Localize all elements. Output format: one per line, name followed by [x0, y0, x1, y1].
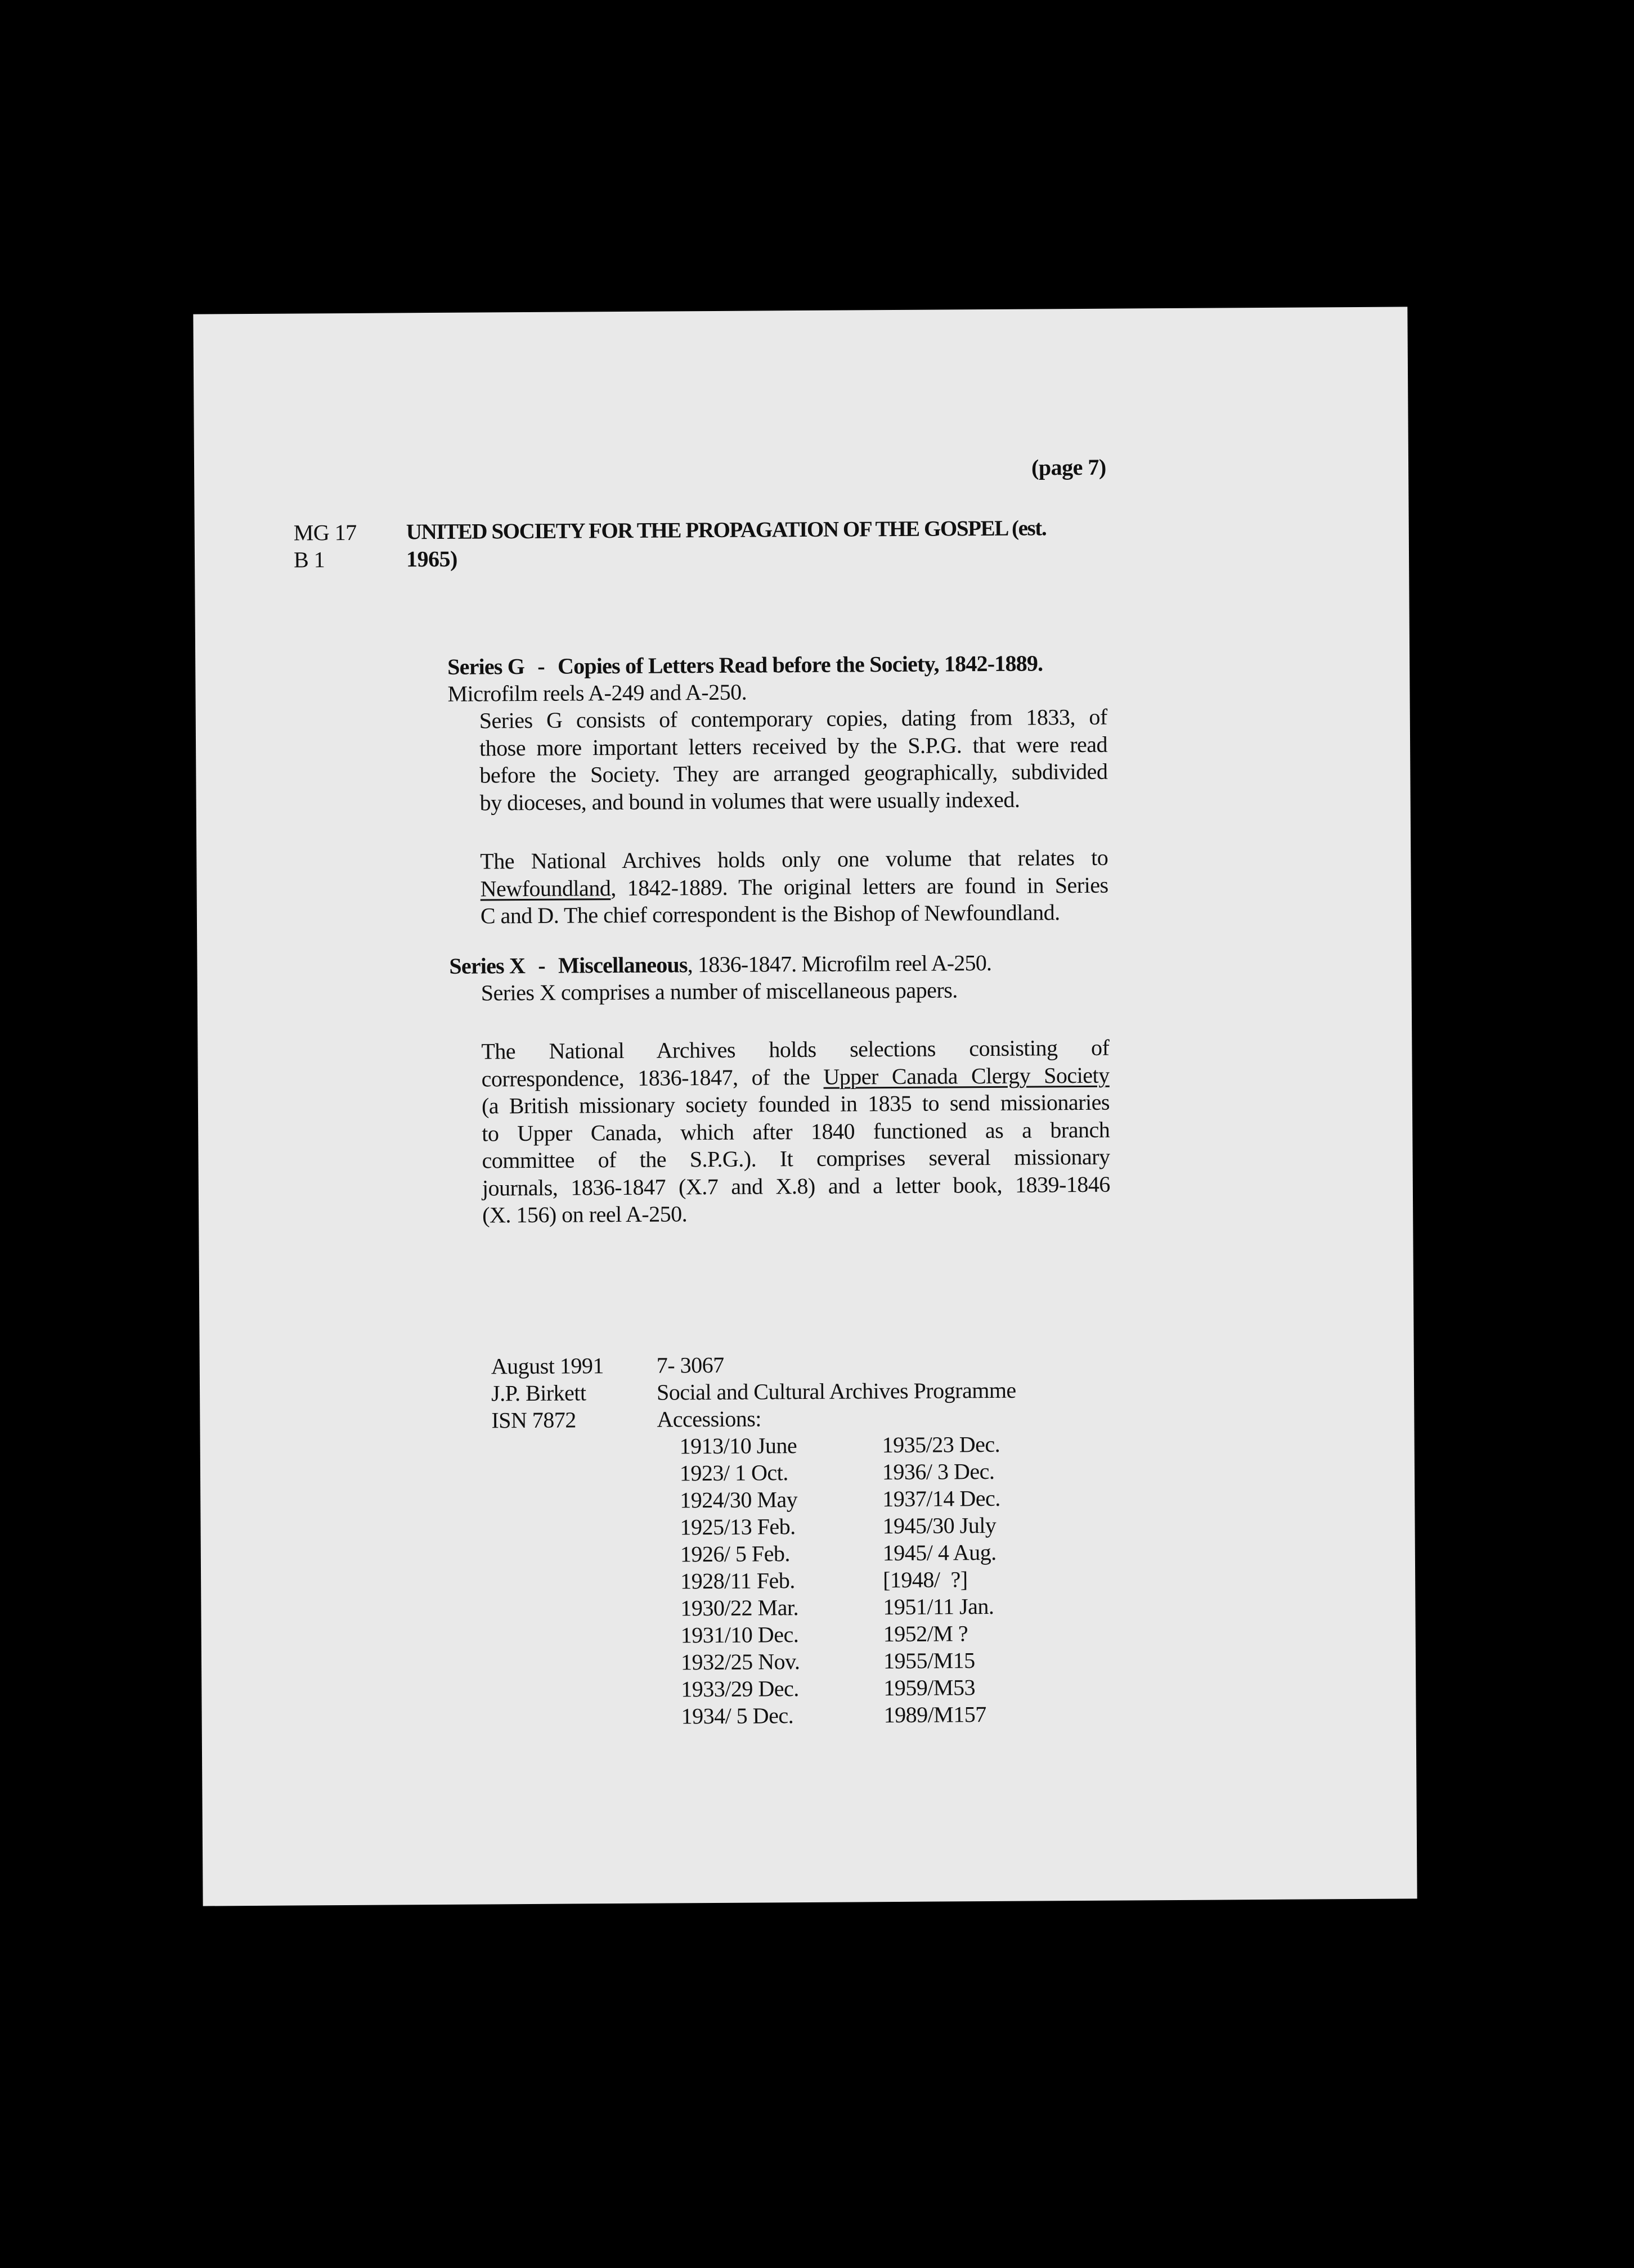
series-g-microfilm: Microfilm reels A-249 and A-250.: [447, 679, 747, 706]
accession-entry: 1931/10 Dec.: [680, 1622, 799, 1648]
accession-entry: 1913/10 June: [679, 1433, 797, 1459]
accession-entry: 1936/ 3 Dec.: [882, 1458, 995, 1485]
accession-entry: 1937/14 Dec.: [882, 1485, 1000, 1512]
ref-b: B 1: [293, 547, 325, 573]
upper-canada-clergy-society-link: Upper Canada Clergy Society: [823, 1062, 1110, 1090]
footer-date: August 1991: [491, 1353, 604, 1379]
document-heading-line2: 1965): [406, 546, 458, 572]
accession-entry: 1934/ 5 Dec.: [681, 1703, 794, 1729]
accession-entry: 1925/13 Feb.: [680, 1514, 796, 1540]
series-x-rest: , 1836-1847. Microfilm reel A-250.: [687, 950, 992, 978]
accessions-column-2: [882, 1431, 1002, 1729]
accession-entry: 1952/M ?: [883, 1621, 968, 1647]
series-x-holdings-line: to Upper Canada, which after 1840 functioned as a branch: [482, 1117, 1110, 1146]
series-x-holdings-line: The National Archives holds selections consisting of: [481, 1034, 1110, 1064]
series-dash: -: [538, 952, 546, 978]
series-x-title: Miscellaneous: [558, 952, 688, 978]
accessions-label: Accessions:: [657, 1406, 762, 1432]
accession-entry: 1945/30 July: [882, 1512, 996, 1539]
series-x-holdings-line: journals, 1836-1847 (X.7 and X.8) and a letter book, 1839-1846: [482, 1171, 1110, 1201]
footer-code: 7- 3067: [656, 1352, 724, 1378]
newfoundland-link: Newfoundland: [480, 875, 611, 902]
accession-entry: 1928/11 Feb.: [680, 1568, 795, 1594]
accession-entry: 1989/M157: [883, 1702, 986, 1728]
accession-entry: 1935/23 Dec.: [882, 1431, 1000, 1458]
accession-entry: [1948/ ?]: [883, 1567, 968, 1593]
series-g-title-line: [447, 650, 1043, 680]
footer-programme: Social and Cultural Archives Programme: [656, 1377, 1016, 1405]
series-g-description: [479, 704, 1108, 817]
document-heading-line1: UNITED SOCIETY FOR THE PROPAGATION OF THE GOSPEL (est.: [406, 516, 1047, 544]
series-x-holdings-line: (a British missionary society founded in 1835 to send missionaries: [481, 1089, 1110, 1119]
series-g-desc-line: before the Society. They are arranged geographically, subdivided: [479, 758, 1108, 788]
accession-entry: 1932/25 Nov.: [680, 1649, 800, 1675]
accession-entry: 1924/30 May: [680, 1487, 798, 1513]
accession-entry: 1955/M15: [883, 1648, 975, 1674]
series-g-label: Series G: [447, 654, 525, 680]
accession-entry: 1959/M53: [883, 1675, 976, 1701]
series-x-holdings-line: (X. 156) on reel A-250.: [482, 1201, 688, 1228]
document-page: [193, 307, 1417, 1906]
accession-entry: 1933/29 Dec.: [681, 1676, 799, 1702]
series-g-dates: , 1842-1889.: [933, 650, 1043, 677]
series-g-holdings: [480, 844, 1108, 930]
series-dash: -: [537, 653, 545, 679]
accession-entry: 1926/ 5 Feb.: [680, 1541, 791, 1567]
accession-entry: 1951/11 Jan.: [883, 1593, 994, 1620]
series-g-holdings-line: Newfoundland, 1842-1889. The original letters are found in Series: [480, 872, 1108, 902]
footer-author: J.P. Birkett: [491, 1380, 586, 1406]
series-g-desc-line: those more important letters received by the S.P.G. that were read: [479, 731, 1108, 761]
series-x-holdings: [481, 1034, 1110, 1229]
accession-entry: 1930/22 Mar.: [680, 1595, 799, 1621]
footer-isn: ISN 7872: [491, 1407, 576, 1433]
series-x-label: Series X: [449, 953, 526, 979]
series-x-title-line: [449, 950, 991, 980]
series-g-desc-line: by dioceses, and bound in volumes that were usually indexed.: [479, 786, 1020, 816]
series-g-desc-line: Series G consists of contemporary copies, dating from 1833, of: [479, 704, 1107, 734]
series-g-holdings-line: The National Archives holds only one volume that relates to: [480, 844, 1108, 874]
ref-mg: MG 17: [293, 519, 357, 546]
accession-entry: 1923/ 1 Oct.: [679, 1460, 788, 1486]
page-number: (page 7): [1031, 454, 1106, 480]
accession-entry: 1945/ 4 Aug.: [882, 1539, 996, 1566]
accessions-column-1: [680, 1432, 801, 1730]
series-g-title: Copies of Letters Read before the Society: [557, 651, 934, 679]
series-g-holdings-line: C and D. The chief correspondent is the Bishop of Newfoundland.: [480, 899, 1060, 929]
series-x-holdings-line: correspondence, 1836-1847, of the Upper Canada Clergy Society: [481, 1062, 1110, 1092]
series-x-description: Series X comprises a number of miscellaneous papers.: [481, 977, 958, 1006]
series-x-holdings-line: committee of the S.P.G.). It comprises several missionary: [482, 1144, 1110, 1173]
